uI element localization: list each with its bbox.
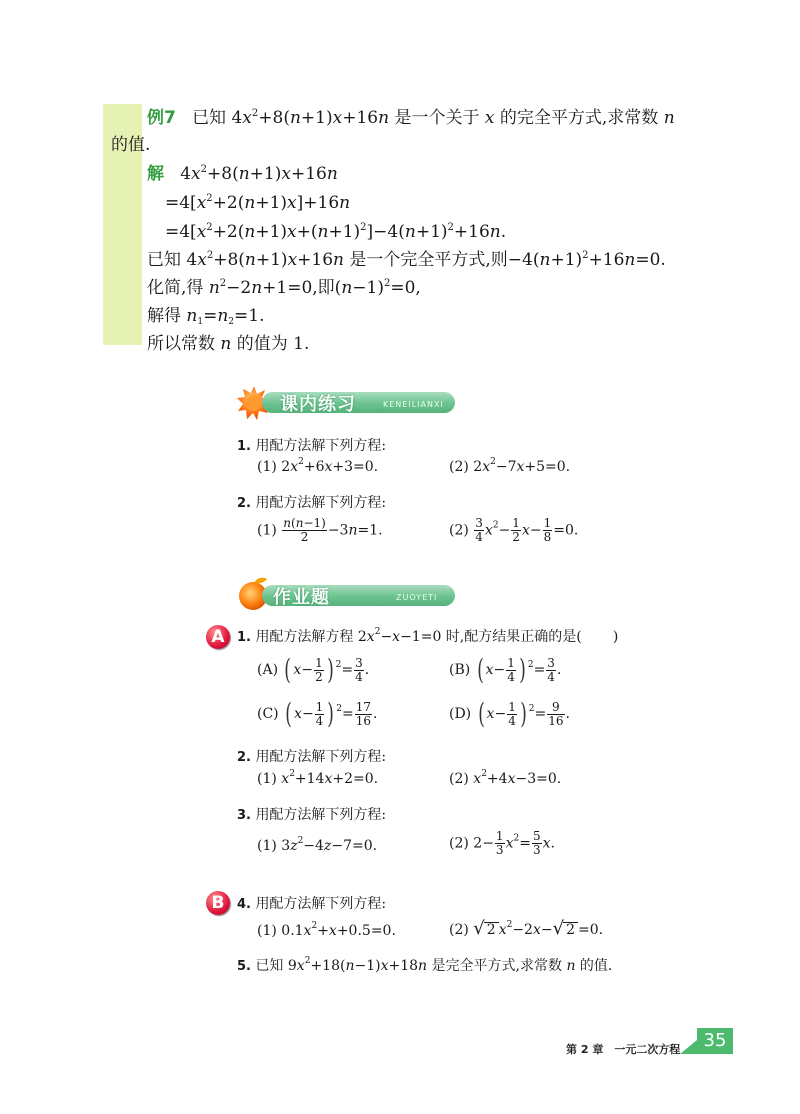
homework-q3-a: (1) $3z^2-4z-7=0$. xyxy=(257,836,378,854)
homework-q1: 1. 用配方法解方程 $2x^2-x-1=0$ 时,配方结果正确的是( ) xyxy=(237,627,619,645)
practice-q2-a: (1) $\frac{n(n-1)}{2}$ −3n=1. xyxy=(257,516,383,544)
practice-title: 课内练习 xyxy=(280,394,356,415)
solution-line-0: 解 $4x^2+8(n+1)x+16n$ xyxy=(147,164,338,184)
page-number: 35 xyxy=(697,1028,733,1054)
example-problem-line-2: 的值. xyxy=(111,135,151,155)
solution-line-conclude: 所以常数 n 的值为 1. xyxy=(147,334,310,354)
homework-q4-a: (1) $0.1x^2+x+0.5=0$. xyxy=(257,921,396,939)
solution-line-solve: 解得 $n_1=n_2=1$. xyxy=(147,306,265,327)
homework-q1-option-d: (D) ( x− $\frac{1}{4}$ ) $^2$= $\frac{9}{16}$ . xyxy=(449,697,570,730)
homework-q3-text: 用配方法解下列方程: xyxy=(255,807,387,823)
practice-q2: 2. 用配方法解下列方程: xyxy=(237,495,387,511)
homework-q1-option-c: (C) ( x− $\frac{1}{4}$ ) $^2$= $\frac{17}{16}$ . xyxy=(257,697,378,730)
homework-q2-b: (2) $x^2+4x-3=0$. xyxy=(449,769,562,787)
chapter-footer: 第 2 章 一元二次方程 xyxy=(566,1043,681,1056)
solution-line-known: 已知 $4x^2+8(n+1)x+16n$ 是一个完全平方式,则$-4(n+1)^2+16n=0$. xyxy=(147,250,666,270)
level-b-badge: B xyxy=(206,891,230,915)
homework-q2-a: (1) $x^2+14x+2=0$. xyxy=(257,769,379,787)
practice-q1-b: (2) $2x^2-7x+5=0$. xyxy=(449,457,571,475)
homework-subtitle: ZUOYETI xyxy=(396,593,438,602)
practice-q1-text: 用配方法解下列方程: xyxy=(255,438,387,454)
homework-q3-b: (2) 2− $\frac{1}{3}$ $x^2=$ $\frac{5}{3}$ x. xyxy=(449,829,555,857)
homework-q4-b: (2) √ 2 $x^2-2x-√$ 2 =0. xyxy=(449,918,604,939)
practice-q2-text: 用配方法解下列方程: xyxy=(255,495,387,511)
level-a-badge: A xyxy=(206,625,230,649)
homework-q4: 4. 用配方法解下列方程: xyxy=(237,896,387,912)
solution-line-1: $=4[x^2+2(n+1)x]+16n$ xyxy=(165,193,351,213)
homework-q4-text: 用配方法解下列方程: xyxy=(255,896,387,912)
practice-q1-a: (1) $2x^2+6x+3=0$. xyxy=(257,457,379,475)
page-tab-corner xyxy=(680,1040,697,1054)
solution-line-2: $=4[x^2+2(n+1)x+(n+1)^2]-4(n+1)^2+16n$. xyxy=(165,222,507,242)
solution-label: 解 xyxy=(147,164,164,184)
homework-title: 作业题 xyxy=(273,587,330,608)
homework-q3: 3. 用配方法解下列方程: xyxy=(237,807,387,823)
practice-q1: 1. 用配方法解下列方程: xyxy=(237,438,387,454)
homework-q5: 5. 已知 $9x^2+18(n-1)x+18n$ 是完全平方式,求常数 n 的值. xyxy=(237,956,613,974)
homework-q1-option-a: (A) ( x− $\frac{1}{2}$ ) $^2$= $\frac{3}{4}$ . xyxy=(257,653,370,686)
example-problem-line-1: 例7 已知 $4x^2+8(n+1)x+16n$ 是一个关于 x 的完全平方式,求常数 n xyxy=(147,108,675,128)
solution-line-simplify: 化简,得 $n^2-2n+1=0$,即$(n-1)^2=0$, xyxy=(147,278,421,298)
practice-subtitle: KENEILIANXI xyxy=(383,400,444,409)
homework-q1-option-b: (B) ( x− $\frac{1}{4}$ ) $^2$= $\frac{3}{4}$ . xyxy=(449,653,562,686)
homework-q2: 2. 用配方法解下列方程: xyxy=(237,749,387,765)
practice-q2-b: (2) $\frac{3}{4}$ $x^2-$ $\frac{1}{2}$ x− $\frac{1}{8}$ =0. xyxy=(449,516,579,544)
homework-q2-text: 用配方法解下列方程: xyxy=(255,749,387,765)
example-label: 例7 xyxy=(147,108,176,128)
